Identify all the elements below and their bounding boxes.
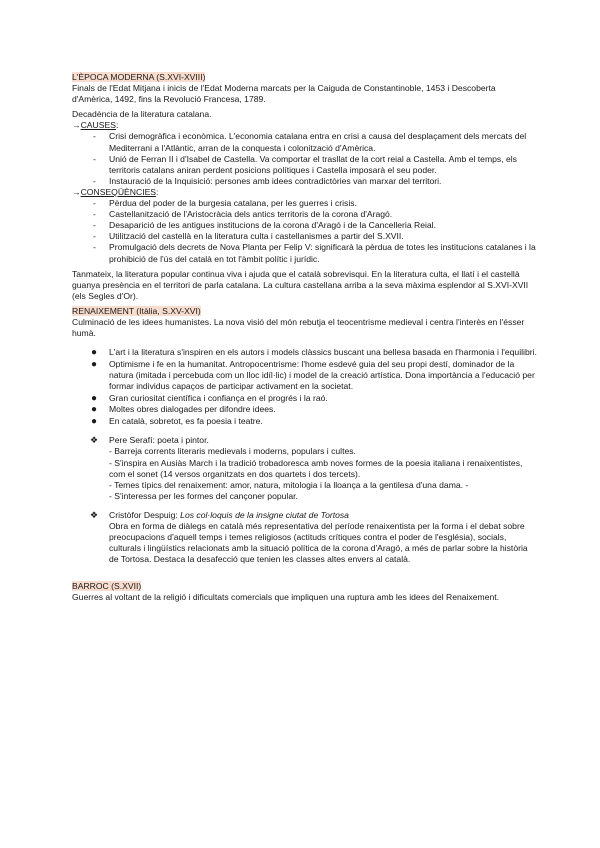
author-block-serafi (72, 435, 538, 502)
serafi-line: - Temes típics del renaixement: amor, natura, mitologia i la lloança a la gentilesa d'una dama. - (109, 479, 469, 490)
section-title-epoca-moderna: L'ÈPOCA MODERNA (S.XVI-XVIII) (72, 72, 206, 82)
consequencies-heading: →CONSEQÜÈNCIES: (72, 186, 159, 197)
list-item: ● L'art i la literatura s'inspiren en els autors i models clàssics buscant una bellesa basada en l'harmonia i l'equilibri. (91, 347, 537, 359)
diamond-icon: ❖ (90, 509, 99, 520)
despuig-heading: Cristòfor Despuig: Los col·loquis de la insigne ciutat de Tortosa (109, 509, 349, 520)
barroc-intro: Guerres al voltant de la religió i dificultats comercials que impliquen una ruptura amb les idees del Renaixement. (72, 592, 500, 603)
list-item: - Desaparició de les antigues institucions de la corona d'Aragó i de la Cancelleria Reial. (72, 220, 538, 231)
list-item: ● En català, sobretot, es fa poesia i teatre. (91, 415, 263, 427)
section-title-renaixement: RENAIXEMENT (Itàlia, S.XV-XVI) (72, 305, 201, 316)
list-item: - Instauració de la Inquisició: persones amb idees contradictòries van marxar del territori. (72, 176, 538, 187)
list-item: - Unió de Ferran II i d'Isabel de Castella. Va comportar el trasllat de la cort reial a Castella. Amb el temps, els territoris catalans aniran perdent posicions polítiques i Castella imposarà el seu poder. (72, 154, 538, 176)
list-item: - Castellanització de l'Aristocràcia dels antics territoris de la corona d'Aragó. (72, 209, 538, 220)
list-item: ● Gran curiositat científica i confiança en el progrés i la raó. (91, 392, 328, 404)
diamond-icon: ❖ (90, 435, 99, 446)
list-item: - Promulgació dels decrets de Nova Planta per Felip V: significarà la pèrdua de totes les institucions catalanes i la prohibició de l'ús del català en tot l'àmbit polític i jurídic. (72, 242, 538, 264)
list-item: ● Optimisme i fe en la humanitat. Antropocentrisme: l'home esdevé guia del seu propi destí, dominador de la natura (imitada i percebuda com un lloc idíl·lic) i model de la creació artística. Dona importància a l'educació per formar individus capaços de participar activament en la societat. (91, 358, 535, 391)
list-item: ● Moltes obres dialogades per difondre idees. (91, 404, 276, 416)
list-item: - Crisi demogràfica i econòmica. L'economia catalana entra en crisi a causa del desplaçament dels mercats del Mediterrani a l'Atlàntic, arran de la conquesta i colonització d'Amèrica. (72, 131, 538, 153)
consequencies-list (72, 198, 538, 265)
causes-heading: →CAUSES: (72, 120, 119, 131)
epoca-moderna-closing: Tanmateix, la literatura popular continua viva i ajuda que el català sobrevisqui. En la literatura culta, el llatí i el castellà guanya presència en el territori de parla catalana. La cultura castellana arriba a la seva màxima esplendor al S.XVI-XVII (els Segles d'Or). (72, 268, 529, 301)
author-block-despuig (72, 510, 538, 565)
decadencia-text: Decadència de la literatura catalana. (72, 109, 212, 120)
document-content (72, 72, 538, 604)
serafi-line: - S'inspira en Ausiàs March i la tradició trobadoresca amb noves formes de la poesia italiana i renaixentistes, com el sonet (14 versos organitzats en dos quartets i dos tercets). (109, 457, 523, 479)
renaixement-bullets (72, 347, 538, 427)
despuig-text: Obra en forma de diàlegs en català més representativa del període renaixentista per la forma i el debat sobre preocupacions d'aquell temps i temes religiosos (actituds crítiques contra el poder de l'església), socials, culturals i lingüístics relacionats amb la situació política de la corona d'Aragó, a més de parlar sobre la història de Tortosa. Destaca la desafecció que tenien les classes altes envers al català. (109, 520, 528, 565)
epoca-moderna-intro: Finals de l'Edat Mitjana i inicis de l'Edat Moderna marcats per la Caiguda de Constantinoble, 1453 i Descoberta d'Amèrica, 1492, fins la Revolució Francesa, 1789. (72, 83, 496, 105)
causes-list (72, 131, 538, 186)
renaixement-intro: Culminació de les idees humanistes. La nova visió del món rebutja el teocentrisme medieval i centra l'interès en l'ésser humà. (72, 316, 525, 339)
serafi-line: - Barreja corrents literaris medievals i moderns, populars i cultes. (109, 446, 356, 457)
list-item: - Pèrdua del poder de la burgesia catalana, per les guerres i crisis. (72, 198, 538, 209)
despuig-work-title: Los col·loquis de la insigne ciutat de Tortosa (180, 509, 349, 520)
serafi-heading: Pere Serafí: poeta i pintor. (109, 435, 209, 446)
serafi-line: - S'interessa per les formes del cançoner popular. (109, 490, 298, 501)
list-item: - Utilització del castellà en la literatura culta i castellanismes a partir del S.XVII. (72, 231, 538, 242)
section-title-barroc: BARROC (S.XVII) (72, 581, 142, 592)
